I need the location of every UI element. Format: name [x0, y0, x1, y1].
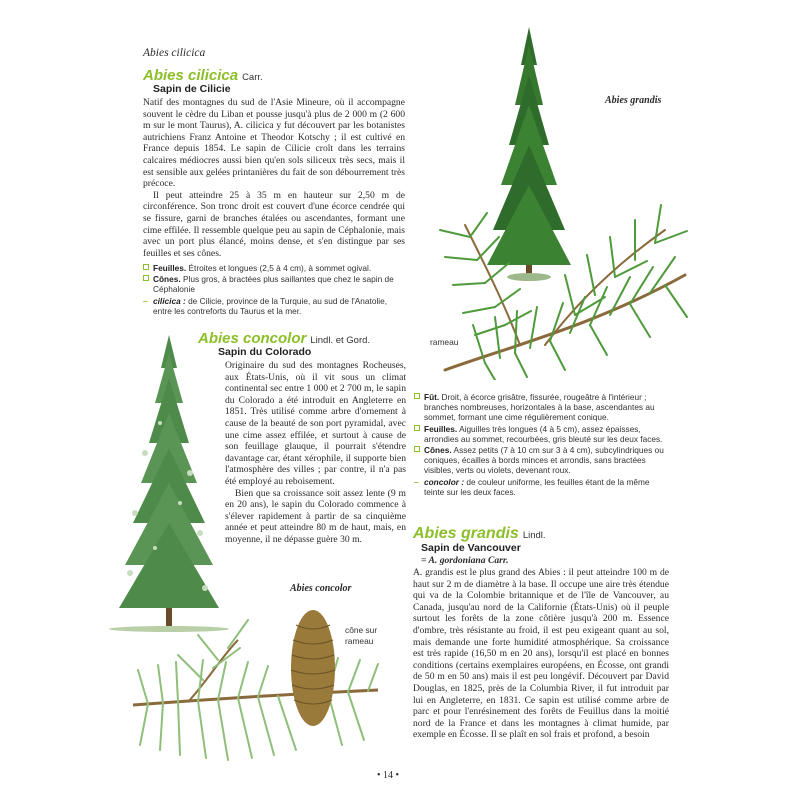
- grandis-caption: Abies grandis: [605, 95, 662, 106]
- concolor-list-item-etymology: [414, 477, 664, 497]
- checkbox-square-icon: [143, 275, 149, 281]
- grandis-title: Abies grandis: [413, 525, 519, 542]
- cilicica-list-item-cones: [143, 274, 405, 294]
- concolor-cone-image: [291, 610, 335, 726]
- grandis-illustration: [425, 25, 705, 380]
- grandis-branch-label: rameau: [430, 337, 459, 347]
- checkbox-square-icon: [414, 446, 420, 452]
- grandis-branch-image: [440, 205, 687, 380]
- list-item-text: Assez petits (7 à 10 cm sur 3 à 4 cm), subcylindriques ou coniques, écailles à bords minces et arrondis, sans bractées visibles, verts ou violets, devenant roux.: [424, 445, 664, 476]
- cilicica-subtitle: Sapin de Cilicie: [153, 83, 231, 95]
- list-item-label: Fût.: [424, 392, 440, 402]
- cone-label-line1: cône sur: [345, 625, 378, 635]
- list-item-label: concolor :: [424, 476, 465, 487]
- concolor-list-item-cones: [414, 445, 664, 476]
- grandis-synonym: = A. gordoniana Carr.: [421, 555, 509, 566]
- cone-label-line2: rameau: [345, 636, 374, 646]
- checkbox-square-icon: [414, 393, 420, 399]
- grandis-body: [413, 567, 669, 741]
- list-item-text: de Cilicie, province de la Turquie, au sud de l'Anatolie, entre les contreforts du Taurus et la mer.: [153, 295, 388, 316]
- list-item-label: Cônes.: [424, 445, 452, 456]
- checkbox-square-icon: [414, 425, 420, 431]
- grandis-heading: [413, 525, 673, 543]
- grandis-paragraph-1: A. grandis est le plus grand des Abies : il peut atteindre 100 m de haut sur 2 m de diamètre à la base. Il occupe une aire très étendue qui va de la Colombie britannique et de l'île de Vancouver, au Canada, jusqu'au nord de la Californie (États-Unis) où il peuple surtout les forêts de la zone côtière jusqu'à 200 m. Essence d'ombre, très résistante au froid, il est peu exigeant quant au sol, mais demande une forte humidité atmosphérique. Sa croissance est très rapide (16,50 m en 20 ans), lorsqu'il est placé en bonnes conditions (certains exemplaires européens, en Écosse, ont grandi de 50 m en 50 ans) mais il est peu longévif. Découvert par David Douglas, en 1825, près de la Columbia River, il fut introduit par lui en Angleterre, en 1831. Ce sapin est utilisé comme arbre de parc et pour l'enrésinement des forêts de Feuillus dans la moitié nord de la France et dans les montagnes à climat humide, par exemple en Écosse. Il se plaît en sol frais et profond, a besoin: [413, 567, 669, 741]
- list-item-label: Cônes.: [153, 274, 181, 285]
- cilicica-body: [143, 97, 405, 259]
- cilicica-list: [143, 263, 405, 317]
- list-item-text: Aiguilles très longues (4 à 5 cm), assez épaisses, arrondies au sommet, recourbées, gris bleuté sur les deux faces.: [424, 423, 663, 444]
- cilicica-title: Abies cilicica: [143, 67, 239, 84]
- checkbox-square-icon: [143, 264, 149, 270]
- cilicica-list-item-etymology: [143, 296, 405, 316]
- concolor-title: Abies concolor: [198, 330, 307, 347]
- concolor-list: [414, 392, 664, 498]
- cilicica-paragraph-2: Il peut atteindre 25 à 35 m en hauteur sur 2,50 m de circonférence. Son tronc droit est couvert d'une écorce cendrée qui se fissure, garni de branches étalées ou ascendantes, formant une cime effilée. Il ressemble quelque peu au sapin de Céphalonie, mais avec un port plus élancé, moins dense, et s'en distingue par ses feuilles et ses cônes.: [143, 189, 405, 259]
- concolor-author: Lindl. et Gord.: [310, 335, 371, 346]
- list-item-label: cilicica :: [153, 295, 186, 306]
- concolor-paragraph-2: Bien que sa croissance soit assez lente (9 m en 20 ans), le sapin du Colorado commence à s'élever rapidement à partir de sa cinquième année et peut atteindre 80 m de haut, mais, en moyenne, il ne dépasse guère 30 m.: [225, 487, 406, 545]
- running-head: Abies cilicica: [143, 47, 206, 59]
- concolor-body: [225, 360, 406, 546]
- list-item-text: Plus gros, à bractées plus saillantes que chez le sapin de Céphalonie: [153, 274, 394, 295]
- list-item-label: Feuilles.: [153, 263, 187, 273]
- list-item-text: de couleur uniforme, les feuilles étant de la même teinte sur les deux faces.: [424, 476, 650, 497]
- grandis-subtitle: Sapin de Vancouver: [421, 542, 521, 554]
- dash-bullet-icon: –: [414, 476, 419, 487]
- dash-bullet-icon: –: [143, 295, 148, 306]
- concolor-tree-image: [105, 333, 235, 633]
- list-item-label: Feuilles.: [424, 423, 458, 434]
- page-number: • 14 •: [377, 770, 400, 781]
- grandis-author: Lindl.: [522, 530, 546, 541]
- concolor-paragraph-1: Originaire du sud des montagnes Rocheuses, aux États-Unis, où il vit sous un climat continental sec entre 1 000 et 2 700 m, le sapin du Colorado a été introduit en Angleterre en 1851. Très utilisé comme arbre d'ornement à cause de la beauté de son port pyramidal, avec une cime assez effilée, et surtout à cause de son feuillage glauque, il pourrait s'étendre davantage car, étant xérophile, il supporte bien l'atmosphère des villes ; par contre, il n'a pas été employé au reboisement.: [225, 360, 406, 487]
- concolor-list-item-trunk: [414, 392, 664, 423]
- list-item-text: Droit, à écorce grisâtre, fissurée, rougeâtre à l'intérieur ; branches nombreuses, horizontales à la base, ascendantes au sommet, formant une cime régulièrement conique.: [424, 392, 655, 423]
- cilicica-author: Carr.: [242, 72, 263, 83]
- concolor-subtitle: Sapin du Colorado: [218, 346, 312, 358]
- cilicica-paragraph-1: Natif des montagnes du sud de l'Asie Mineure, où il accompagne souvent le cèdre du Liban et pousse jusqu'à plus de 2 000 m (2 600 m sur le mont Taurus), A. cilicica y fut découvert par les botanistes autrichiens Franz Antoine et Theodor Kotschy ; il est cultivé en France depuis 1854. Le sapin de Cilicie croît dans les terrains calcaires médiocres aussi bien qu'en sols siliceux très secs, mais il est sensible aux gelées printanières du fait de son débourrement très précoce.: [143, 97, 405, 190]
- grandis-tree-image: [487, 27, 571, 281]
- concolor-list-item-leaves: [414, 424, 664, 444]
- list-item-text: Étroites et longues (2,5 à 4 cm), à sommet ogival.: [188, 263, 372, 273]
- concolor-caption: Abies concolor: [290, 583, 352, 594]
- cilicica-list-item-leaves: [143, 263, 405, 273]
